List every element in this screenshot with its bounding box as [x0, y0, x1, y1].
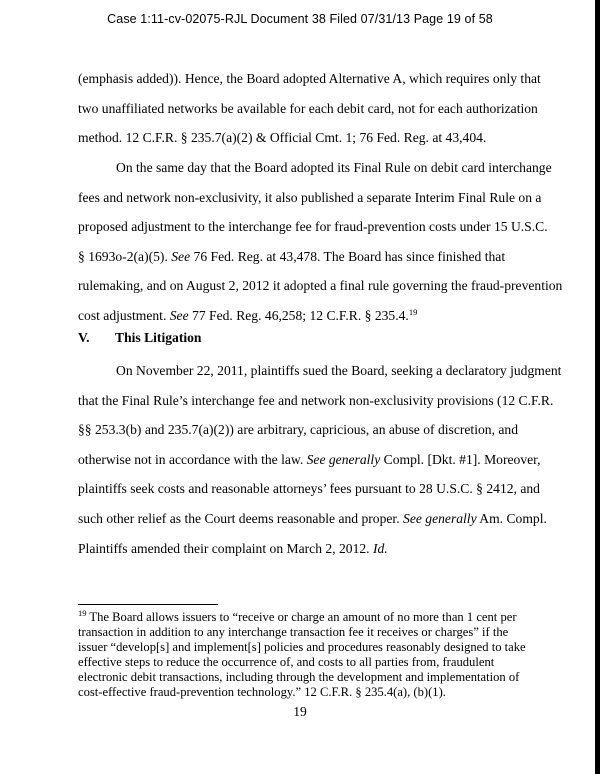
paragraph-line: that the Final Rule’s interchange fee and network non-exclusivity provisions (12 C.F.R. — [78, 392, 554, 408]
footnote-line: cost-effective fraud-prevention technology.” 12 C.F.R. § 235.4(a), (b)(1). — [78, 685, 446, 699]
paragraph-line: two unaffiliated networks be available for each debit card, not for each authorization — [78, 100, 538, 116]
footnote-line: electronic debit transactions, including through the development and implementation of — [78, 670, 520, 684]
footnote-text: The Board allows issuers to “receive or charge an amount of no more than 1 cent per — [86, 610, 517, 624]
paragraph-line: method. 12 C.F.R. § 235.7(a)(2) & Official Cmt. 1; 76 Fed. Reg. at 43,404. — [78, 130, 487, 146]
paragraph-line: rulemaking, and on August 2, 2012 it adopted a final rule governing the fraud-prevention — [78, 278, 563, 294]
paragraph-line — [78, 242, 540, 272]
citation-text: cost adjustment. — [78, 307, 170, 323]
citation-text: such other relief as the Court deems reasonable and proper. — [78, 510, 404, 526]
signal-id: Id. — [372, 540, 388, 556]
citation-text: Am. Compl. — [476, 510, 547, 526]
citation-text: Plaintiffs amended their complaint on March 2, 2012. — [78, 540, 373, 556]
footnote-line: effective steps to reduce the occurrence of, and costs to all parties from, fraudulent — [78, 655, 495, 669]
section-heading — [78, 330, 202, 346]
signal-see-generally: See generally — [403, 510, 477, 526]
citation-text: § 1693o-2(a)(5). — [78, 248, 172, 264]
citation-text: Compl. [Dkt. #1]. Moreover, — [380, 451, 541, 467]
footnote-line: issuer “develop[s] and implement[s] policies and procedures reasonably designed to take — [78, 640, 526, 654]
paragraph-line: (emphasis added)). Hence, the Board adopted Alternative A, which requires only that — [78, 71, 541, 86]
section-title: This Litigation — [115, 330, 202, 345]
citation-text: otherwise not in accordance with the law. — [78, 451, 307, 467]
paragraph-line: §§ 253.3(b) and 235.7(a)(2)) are arbitrary, capricious, an abuse of discretion, and — [78, 422, 518, 438]
scan-edge-bar — [595, 0, 600, 774]
paragraph-line: On the same day that the Board adopted its Final Rule on debit card interchange — [116, 160, 552, 175]
footnote-line — [78, 610, 548, 625]
footnote-marker: 19 — [78, 608, 87, 618]
paragraph-line — [78, 504, 547, 534]
paragraph-line: On November 22, 2011, plaintiffs sued the Board, seeking a declaratory judgment — [116, 363, 562, 378]
signal-see: See — [171, 248, 191, 264]
paragraph-line: plaintiffs seek costs and reasonable attorneys’ fees pursuant to 28 U.S.C. § 2412, and — [78, 481, 540, 497]
footnote-separator — [78, 604, 218, 605]
paragraph-line: fees and network non-exclusivity, it also published a separate Interim Final Rule on a — [78, 189, 542, 205]
citation-text: 77 Fed. Reg. 46,258; 12 C.F.R. § 235.4. — [188, 307, 409, 323]
paragraph-line — [78, 301, 540, 331]
signal-see-generally: See generally — [306, 451, 381, 467]
footnote-reference: 19 — [408, 306, 418, 317]
paragraph-3 — [78, 356, 562, 563]
signal-see: See — [169, 307, 189, 323]
paragraph-line: proposed adjustment to the interchange fee for fraud-prevention costs under 15 U.S.C. — [78, 219, 548, 235]
page-number: 19 — [293, 704, 307, 719]
paragraph-1 — [78, 64, 540, 153]
paragraph-line — [78, 534, 540, 564]
section-number: V. — [78, 330, 90, 345]
paragraph-2 — [78, 153, 563, 331]
citation-text: 76 Fed. Reg. at 43,478. The Board has since finished that — [190, 248, 506, 264]
paragraph-line — [78, 445, 540, 475]
case-header: Case 1:11-cv-02075-RJL Document 38 Filed 07/31/13 Page 19 of 58 — [107, 12, 493, 26]
footnote-line: transaction in addition to any interchange transaction fee it receives or charges” if the — [78, 625, 509, 639]
footnote-19 — [78, 610, 548, 700]
